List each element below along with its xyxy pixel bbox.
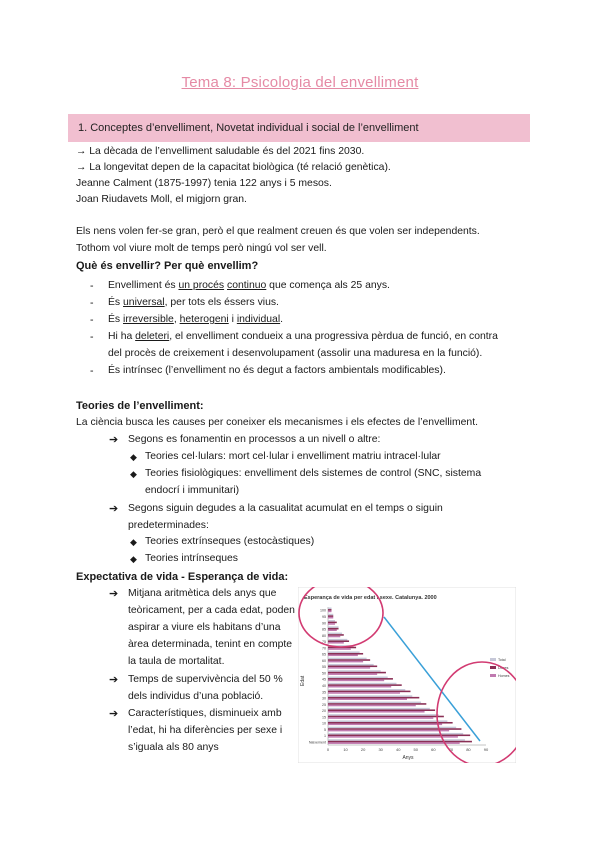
bar-total-60 xyxy=(328,658,367,660)
question-item-4-cont: del procès de creixement i desenvolupament (assolir una maduresa en la funció). xyxy=(108,348,483,359)
y-tick-label: 45 xyxy=(322,677,326,682)
y-tick-label: 50 xyxy=(322,671,326,676)
theory-physiological-cont: endocrí i immunitari) xyxy=(145,485,240,496)
bar-total-90 xyxy=(328,620,335,622)
y-tick-label: 85 xyxy=(322,627,326,632)
bar-total-naixement xyxy=(328,739,465,741)
question-item-5: És intrínsec (l’envelliment no és degut a factors ambientals modificables). xyxy=(108,365,446,376)
diamond-bullet-icon: ◆ xyxy=(130,537,137,547)
bar-homes-90 xyxy=(328,623,335,625)
theories-heading: Teories de l’envelliment: xyxy=(76,400,204,412)
diamond-bullet-icon: ◆ xyxy=(130,554,137,564)
bar-homes-60 xyxy=(328,661,363,663)
bar-homes-65 xyxy=(328,655,358,657)
bar-homes-1 xyxy=(328,736,458,738)
question-item-2: És universal, per tots els éssers vius. xyxy=(108,297,279,308)
bar-dones-40 xyxy=(328,684,402,686)
bar-total-80 xyxy=(328,633,342,635)
x-tick-label: 0 xyxy=(326,747,330,752)
bar-dones-20 xyxy=(328,709,435,711)
y-tick-label: 100 xyxy=(320,608,326,613)
dash-bullet: - xyxy=(90,331,94,343)
theory-physiological: Teories fisiològiques: envelliment dels sistemes de control (SNC, sistema xyxy=(145,468,482,479)
chart-title: Esperança de vida per edat i sexe. Catalunya. 2000 xyxy=(304,595,437,601)
section-heading: 1. Conceptes d’envelliment, Novetat individual i social de l’envelliment xyxy=(78,122,419,134)
para-line-1: Els nens volen fer-se gran, però el que realment creuen és que volen ser independents. xyxy=(76,226,480,237)
question-heading: Què és envellir? Per què envellim? xyxy=(76,260,259,272)
bar-total-50 xyxy=(328,670,381,672)
x-tick-label: 50 xyxy=(413,747,419,752)
life-def-line-1: Mitjana aritmètica dels anys que xyxy=(128,588,277,599)
bar-homes-naixement xyxy=(328,742,460,744)
bar-dones-35 xyxy=(328,691,411,693)
features-line-1: Característiques, disminueix amb xyxy=(128,708,282,719)
bar-homes-35 xyxy=(328,692,400,694)
bar-total-55 xyxy=(328,664,374,666)
bar-homes-95 xyxy=(328,617,333,619)
bar-dones-75 xyxy=(328,640,349,642)
bar-homes-80 xyxy=(328,636,340,638)
bar-homes-30 xyxy=(328,698,407,700)
theory-intrinsic: Teories intrínseques xyxy=(145,553,238,564)
theory-group-2: Segons siguin degudes a la casualitat acumulat en el temps o siguin xyxy=(128,503,443,514)
theory-cellular: Teories cel·lulars: mort cel·lular i envelliment matriu intracel·lular xyxy=(145,451,441,462)
y-tick-label: 55 xyxy=(322,665,326,670)
legend-label: Total xyxy=(498,658,506,662)
theory-extrinsic: Teories extrínseques (estocàstiques) xyxy=(145,536,315,547)
life-def-line-5: la taula de mortalitat. xyxy=(128,656,225,667)
life-def-line-3: aspirar a viure els habitans d’una xyxy=(128,622,281,633)
bar-dones-50 xyxy=(328,672,386,674)
survival-line-2: dels individus d’una població. xyxy=(128,691,264,702)
bar-dones-15 xyxy=(328,716,444,718)
dash-bullet: - xyxy=(90,280,94,292)
bar-homes-75 xyxy=(328,642,344,644)
life-def-line-2: teòricament, per a cada edat, poden xyxy=(128,605,295,616)
bar-dones-10 xyxy=(328,722,453,724)
bar-dones-naixement xyxy=(328,741,472,743)
legend-label: Dones xyxy=(498,666,509,670)
chart-ylabel: Edat xyxy=(300,675,306,686)
question-item-3: És irreversible, heterogeni i individual. xyxy=(108,314,284,325)
intro-line-2: → La longevitat depen de la capacitat biològica (té relació genètica). xyxy=(76,162,391,173)
arrow-bullet-icon: ➔ xyxy=(109,434,119,446)
bar-dones-85 xyxy=(328,628,339,630)
bar-homes-85 xyxy=(328,629,337,631)
bar-dones-45 xyxy=(328,678,393,680)
y-tick-label: 65 xyxy=(322,652,326,657)
life-def-line-4: àrea determinada, tenint en compte xyxy=(128,639,293,650)
question-item-4: Hi ha deleteri, el envelliment condueix a una progressiva pèrdua de funció, en contra xyxy=(108,331,498,342)
y-tick-label: 70 xyxy=(322,646,326,651)
bar-homes-40 xyxy=(328,686,391,688)
y-tick-label: 20 xyxy=(322,709,326,714)
y-tick-label: 75 xyxy=(322,640,326,645)
x-tick-label: 10 xyxy=(343,747,348,752)
bar-total-65 xyxy=(328,651,360,653)
bar-homes-10 xyxy=(328,724,442,726)
bar-total-45 xyxy=(328,677,388,679)
bar-homes-20 xyxy=(328,711,425,713)
bar-dones-90 xyxy=(328,622,337,624)
x-tick-label: 60 xyxy=(431,747,436,752)
bar-homes-25 xyxy=(328,705,416,707)
bar-dones-30 xyxy=(328,697,419,699)
section-heading-band xyxy=(68,114,530,142)
legend-swatch xyxy=(490,666,496,669)
page-title: Tema 8: Psicologia del envelliment xyxy=(181,74,419,91)
para-line-2: Tothom vol viure molt de temps però ningú vol ser vell. xyxy=(76,243,327,254)
bar-total-5 xyxy=(328,727,456,729)
bar-dones-80 xyxy=(328,634,344,636)
y-tick-label: 60 xyxy=(322,658,326,663)
x-tick-label: 80 xyxy=(466,747,471,752)
bar-homes-5 xyxy=(328,730,449,732)
arrow-bullet-icon: ➔ xyxy=(109,588,119,600)
arrow-bullet-icon: ➔ xyxy=(109,708,119,720)
intro-line-1: → La dècada de l’envelliment saludable és del 2021 fins 2030. xyxy=(76,146,365,157)
bar-homes-100 xyxy=(328,611,332,613)
intro-line-4: Joan Riudavets Moll, el migjorn gran. xyxy=(76,194,247,205)
life-expectancy-chart xyxy=(298,587,516,763)
y-tick-label: 10 xyxy=(322,721,326,726)
y-tick-label: 95 xyxy=(322,614,326,619)
bar-dones-95 xyxy=(328,615,333,617)
bar-homes-50 xyxy=(328,673,377,675)
legend-label: Homes xyxy=(498,674,510,678)
x-tick-label: 90 xyxy=(483,747,489,752)
dash-bullet: - xyxy=(90,365,94,377)
x-tick-label: 20 xyxy=(360,747,366,752)
bar-dones-65 xyxy=(328,653,363,655)
dash-bullet: - xyxy=(90,297,94,309)
y-tick-label: 90 xyxy=(322,621,326,626)
bar-total-30 xyxy=(328,695,412,697)
bar-total-1 xyxy=(328,733,463,735)
y-tick-label: 15 xyxy=(322,715,326,720)
theory-group-2-cont: predeterminades: xyxy=(128,520,209,531)
bar-homes-70 xyxy=(328,648,351,650)
bar-total-100 xyxy=(328,608,332,610)
theories-intro: La ciència busca les causes per coneixer els mecanismes i els efectes de l’envelliment. xyxy=(76,417,478,428)
bar-total-10 xyxy=(328,720,447,722)
features-line-2: l’edat, hi ha diferències per sexe i xyxy=(128,725,283,736)
y-tick-label: 80 xyxy=(322,633,326,638)
bar-homes-55 xyxy=(328,667,370,669)
x-tick-label: 40 xyxy=(395,747,401,752)
arrow-bullet-icon: ➔ xyxy=(109,674,119,686)
bar-total-85 xyxy=(328,626,339,628)
y-tick-label: 1 xyxy=(324,734,326,739)
bar-total-75 xyxy=(328,639,347,641)
bar-total-25 xyxy=(328,702,421,704)
bar-total-40 xyxy=(328,683,396,685)
question-item-1: Envelliment és un procés continuo que comença als 25 anys. xyxy=(108,280,390,291)
bar-homes-45 xyxy=(328,680,384,682)
diamond-bullet-icon: ◆ xyxy=(130,452,137,462)
bar-total-15 xyxy=(328,714,439,716)
intro-line-3: Jeanne Calment (1875-1997) tenia 122 anys i 5 mesos. xyxy=(76,178,332,189)
y-tick-label: 30 xyxy=(322,696,326,701)
y-tick-label: 40 xyxy=(322,683,326,688)
life-expectancy-heading: Expectativa de vida - Esperança de vida: xyxy=(76,571,289,583)
x-tick-label: 30 xyxy=(378,747,383,752)
theory-group-1: Segons es fonamentin en processos a un nivell o altre: xyxy=(128,434,381,445)
x-tick-label: 70 xyxy=(448,747,454,752)
bar-dones-60 xyxy=(328,659,370,661)
bar-dones-5 xyxy=(328,728,461,730)
bar-homes-15 xyxy=(328,717,433,719)
bar-total-20 xyxy=(328,708,430,710)
legend-swatch xyxy=(490,674,496,677)
features-line-3: s’iguala als 80 anys xyxy=(128,742,219,753)
bar-dones-55 xyxy=(328,666,377,668)
bar-dones-1 xyxy=(328,735,470,737)
chart-xlabel: Anys xyxy=(402,755,414,761)
bar-total-35 xyxy=(328,689,405,691)
y-tick-label: Naixement xyxy=(308,740,326,745)
dash-bullet: - xyxy=(90,314,94,326)
bar-dones-100 xyxy=(328,609,332,611)
y-tick-label: 25 xyxy=(322,702,326,707)
survival-line-1: Temps de supervivència del 50 % xyxy=(128,674,283,685)
bar-dones-25 xyxy=(328,703,426,705)
y-tick-label: 5 xyxy=(324,727,326,732)
arrow-bullet-icon: ➔ xyxy=(109,503,119,515)
bar-total-95 xyxy=(328,614,333,616)
diamond-bullet-icon: ◆ xyxy=(130,469,137,479)
y-tick-label: 35 xyxy=(322,690,326,695)
legend-swatch xyxy=(490,658,496,661)
